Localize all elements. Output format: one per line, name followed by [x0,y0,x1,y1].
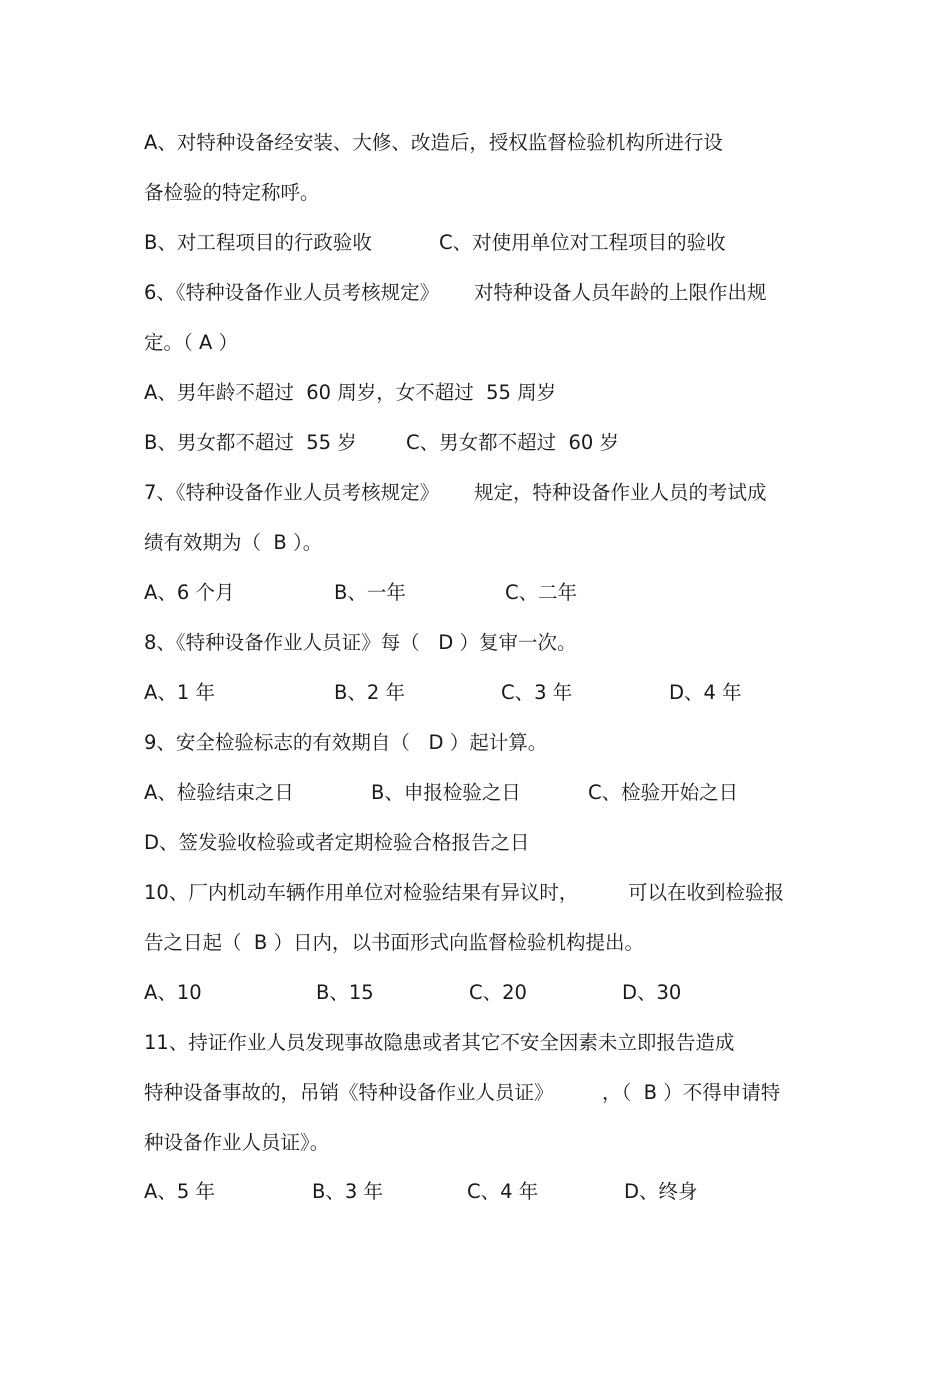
question-line [144,276,767,310]
option-d: D、签发验收检验或者定期检验合格报告之日 [144,831,530,854]
question-part: ，（ B ）不得申请特 [602,1081,781,1104]
option-a: A、5 年 [144,1180,215,1203]
options-line [144,776,739,810]
option-c: C、20 [469,981,527,1004]
question-line [144,1076,781,1110]
question-part: 10、厂内机动车辆作用单位对检验结果有异议时， [144,881,579,904]
option-c: C、检验开始之日 [588,781,739,804]
text-line: 定。（ A ） [144,331,238,354]
option-a: A、1 年 [144,681,215,704]
option-b: B、申报检验之日 [371,781,521,804]
question-part: 7、《特种设备作业人员考核规定》 [144,481,440,504]
options-line [144,426,620,460]
text-line: A、对特种设备经安装、大修、改造后，授权监督检验机构所进行设 [144,131,723,154]
option-c: C、男女都不超过 60 岁 [406,431,620,454]
question-part: 特种设备事故的，吊销《特种设备作业人员证》 [144,1081,554,1104]
option-b: B、2 年 [334,681,405,704]
option-c: C、二年 [505,581,578,604]
text-line: 告之日起（ B ）日内，以书面形式向监督检验机构提出。 [144,931,644,954]
question-part: 对特种设备人员年龄的上限作出规 [474,281,767,304]
option-b: B、3 年 [312,1180,383,1203]
text-line: 备检验的特定称呼。 [144,181,320,204]
question-line: 8、《特种设备作业人员证》每（ D ）复审一次。 [144,631,577,654]
question-part: 6、《特种设备作业人员考核规定》 [144,281,440,304]
option-b: B、15 [316,981,374,1004]
options-line [144,576,578,610]
option-d: D、4 年 [669,681,742,704]
option-b: B、一年 [334,581,406,604]
option-d: D、终身 [624,1180,698,1203]
text-line: 种设备作业人员证》。 [144,1131,330,1154]
option-a: A、10 [144,981,202,1004]
option-d: D、30 [622,981,682,1004]
question-line [144,876,785,910]
option-c: C、3 年 [501,681,573,704]
question-part: 可以在收到检验报 [628,881,785,904]
options-line [144,676,742,710]
options-line [144,1175,698,1209]
option-a: A、6 个月 [144,581,235,604]
option-a: A、男年龄不超过 60 周岁，女不超过 55 周岁 [144,381,557,404]
options-line [144,226,726,260]
question-line [144,476,767,510]
option-b: B、对工程项目的行政验收 [144,231,372,254]
question-part: 规定，特种设备作业人员的考试成 [474,481,767,504]
question-line: 9、安全检验标志的有效期自（ D ）起计算。 [144,731,548,754]
options-line [144,976,682,1010]
option-c: C、4 年 [467,1180,539,1203]
text-line: 绩有效期为（ B ）。 [144,531,323,554]
question-line: 11、持证作业人员发现事故隐患或者其它不安全因素未立即报告造成 [144,1031,735,1054]
option-b: B、男女都不超过 55 岁 [144,431,357,454]
option-c: C、对使用单位对工程项目的验收 [439,231,726,254]
option-a: A、检验结束之日 [144,781,294,804]
